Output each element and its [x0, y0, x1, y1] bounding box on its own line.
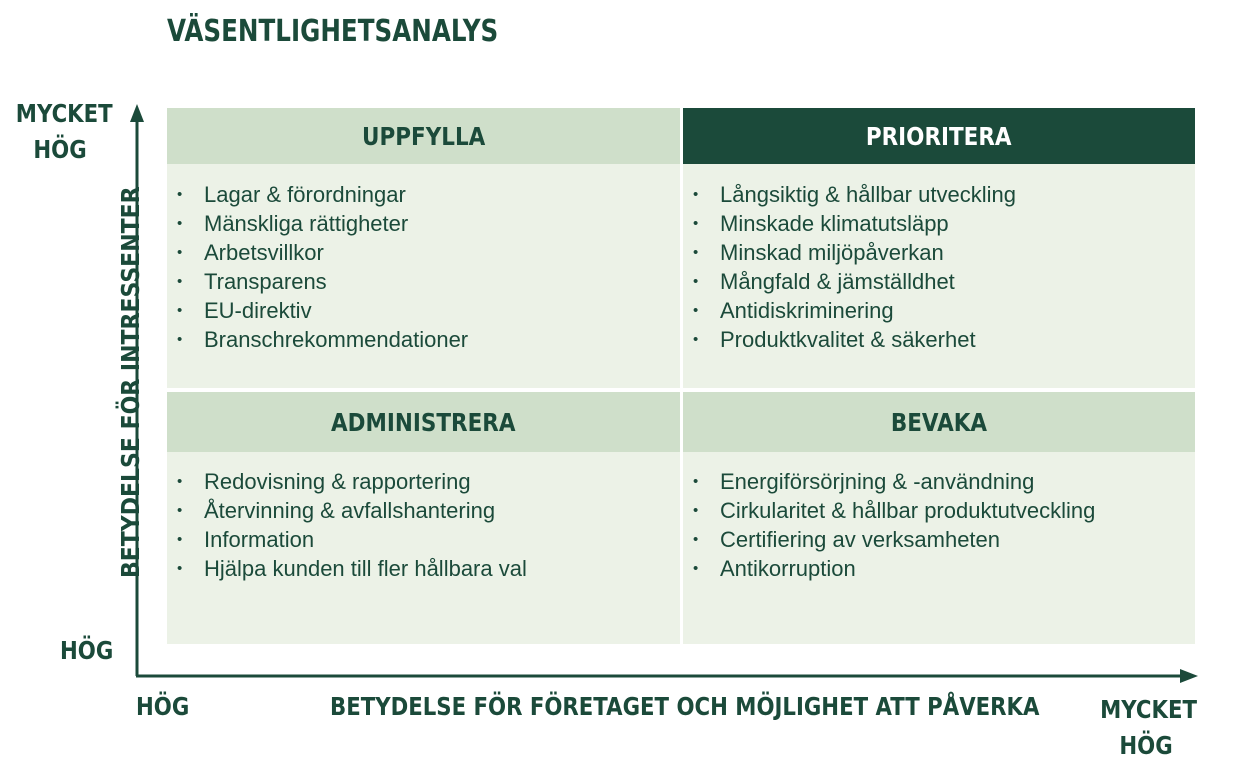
list-item: • Återvinning & avfallshantering [177, 496, 527, 525]
list-item: • Minskade klimatutsläpp [693, 209, 1016, 238]
y-axis-title: BETYDELSE FÖR INTRESSENTER [116, 186, 145, 578]
quadrant-administrera [167, 392, 680, 644]
list-item: • Transparens [177, 267, 468, 296]
x-axis-high-label: MYCKET HÖG [1100, 695, 1197, 760]
quadrant-list [693, 467, 1095, 583]
quadrant-uppfylla [167, 108, 680, 388]
list-item: • Certifiering av verksamheten [693, 525, 1095, 554]
quadrant-header: UPPFYLLA [167, 108, 680, 164]
list-item: • Minskad miljöpåverkan [693, 238, 1016, 267]
quadrant-header: BEVAKA [683, 392, 1195, 452]
y-axis-high-label: MYCKET HÖG [15, 99, 113, 164]
x-axis-arrow-icon [1180, 669, 1198, 683]
list-item: • Långsiktig & hållbar utveckling [693, 180, 1016, 209]
list-item: • Lagar & förordningar [177, 180, 468, 209]
y-axis-arrow-icon [130, 104, 144, 122]
quadrant-bevaka [683, 392, 1195, 644]
list-item: • Branschrekommendationer [177, 325, 468, 354]
quadrant-list [177, 180, 468, 354]
list-item: • Energiförsörjning & -användning [693, 467, 1095, 496]
quadrant-prioritera [683, 108, 1195, 388]
x-axis-title: BETYDELSE FÖR FÖRETAGET OCH MÖJLIGHET ATT PÅVERKA [330, 692, 1040, 721]
quadrant-header: ADMINISTRERA [167, 392, 680, 452]
list-item: • Mänskliga rättigheter [177, 209, 468, 238]
list-item: • Mångfald & jämställdhet [693, 267, 1016, 296]
quadrant-list [693, 180, 1016, 354]
quadrant-header: PRIORITERA [683, 108, 1195, 164]
list-item: • Redovisning & rapportering [177, 467, 527, 496]
page-title: VÄSENTLIGHETSANALYS [167, 14, 499, 49]
list-item: • Information [177, 525, 527, 554]
list-item: • Cirkularitet & hållbar produktutveckling [693, 496, 1095, 525]
list-item: • Antidiskriminering [693, 296, 1016, 325]
quadrant-list [177, 467, 527, 583]
list-item: • Arbetsvillkor [177, 238, 468, 267]
y-axis-low-label: HÖG [60, 636, 114, 665]
list-item: • Hjälpa kunden till fler hållbara val [177, 554, 527, 583]
x-axis-low-label: HÖG [136, 692, 190, 721]
list-item: • Antikorruption [693, 554, 1095, 583]
list-item: • Produktkvalitet & säkerhet [693, 325, 1016, 354]
list-item: • EU-direktiv [177, 296, 468, 325]
